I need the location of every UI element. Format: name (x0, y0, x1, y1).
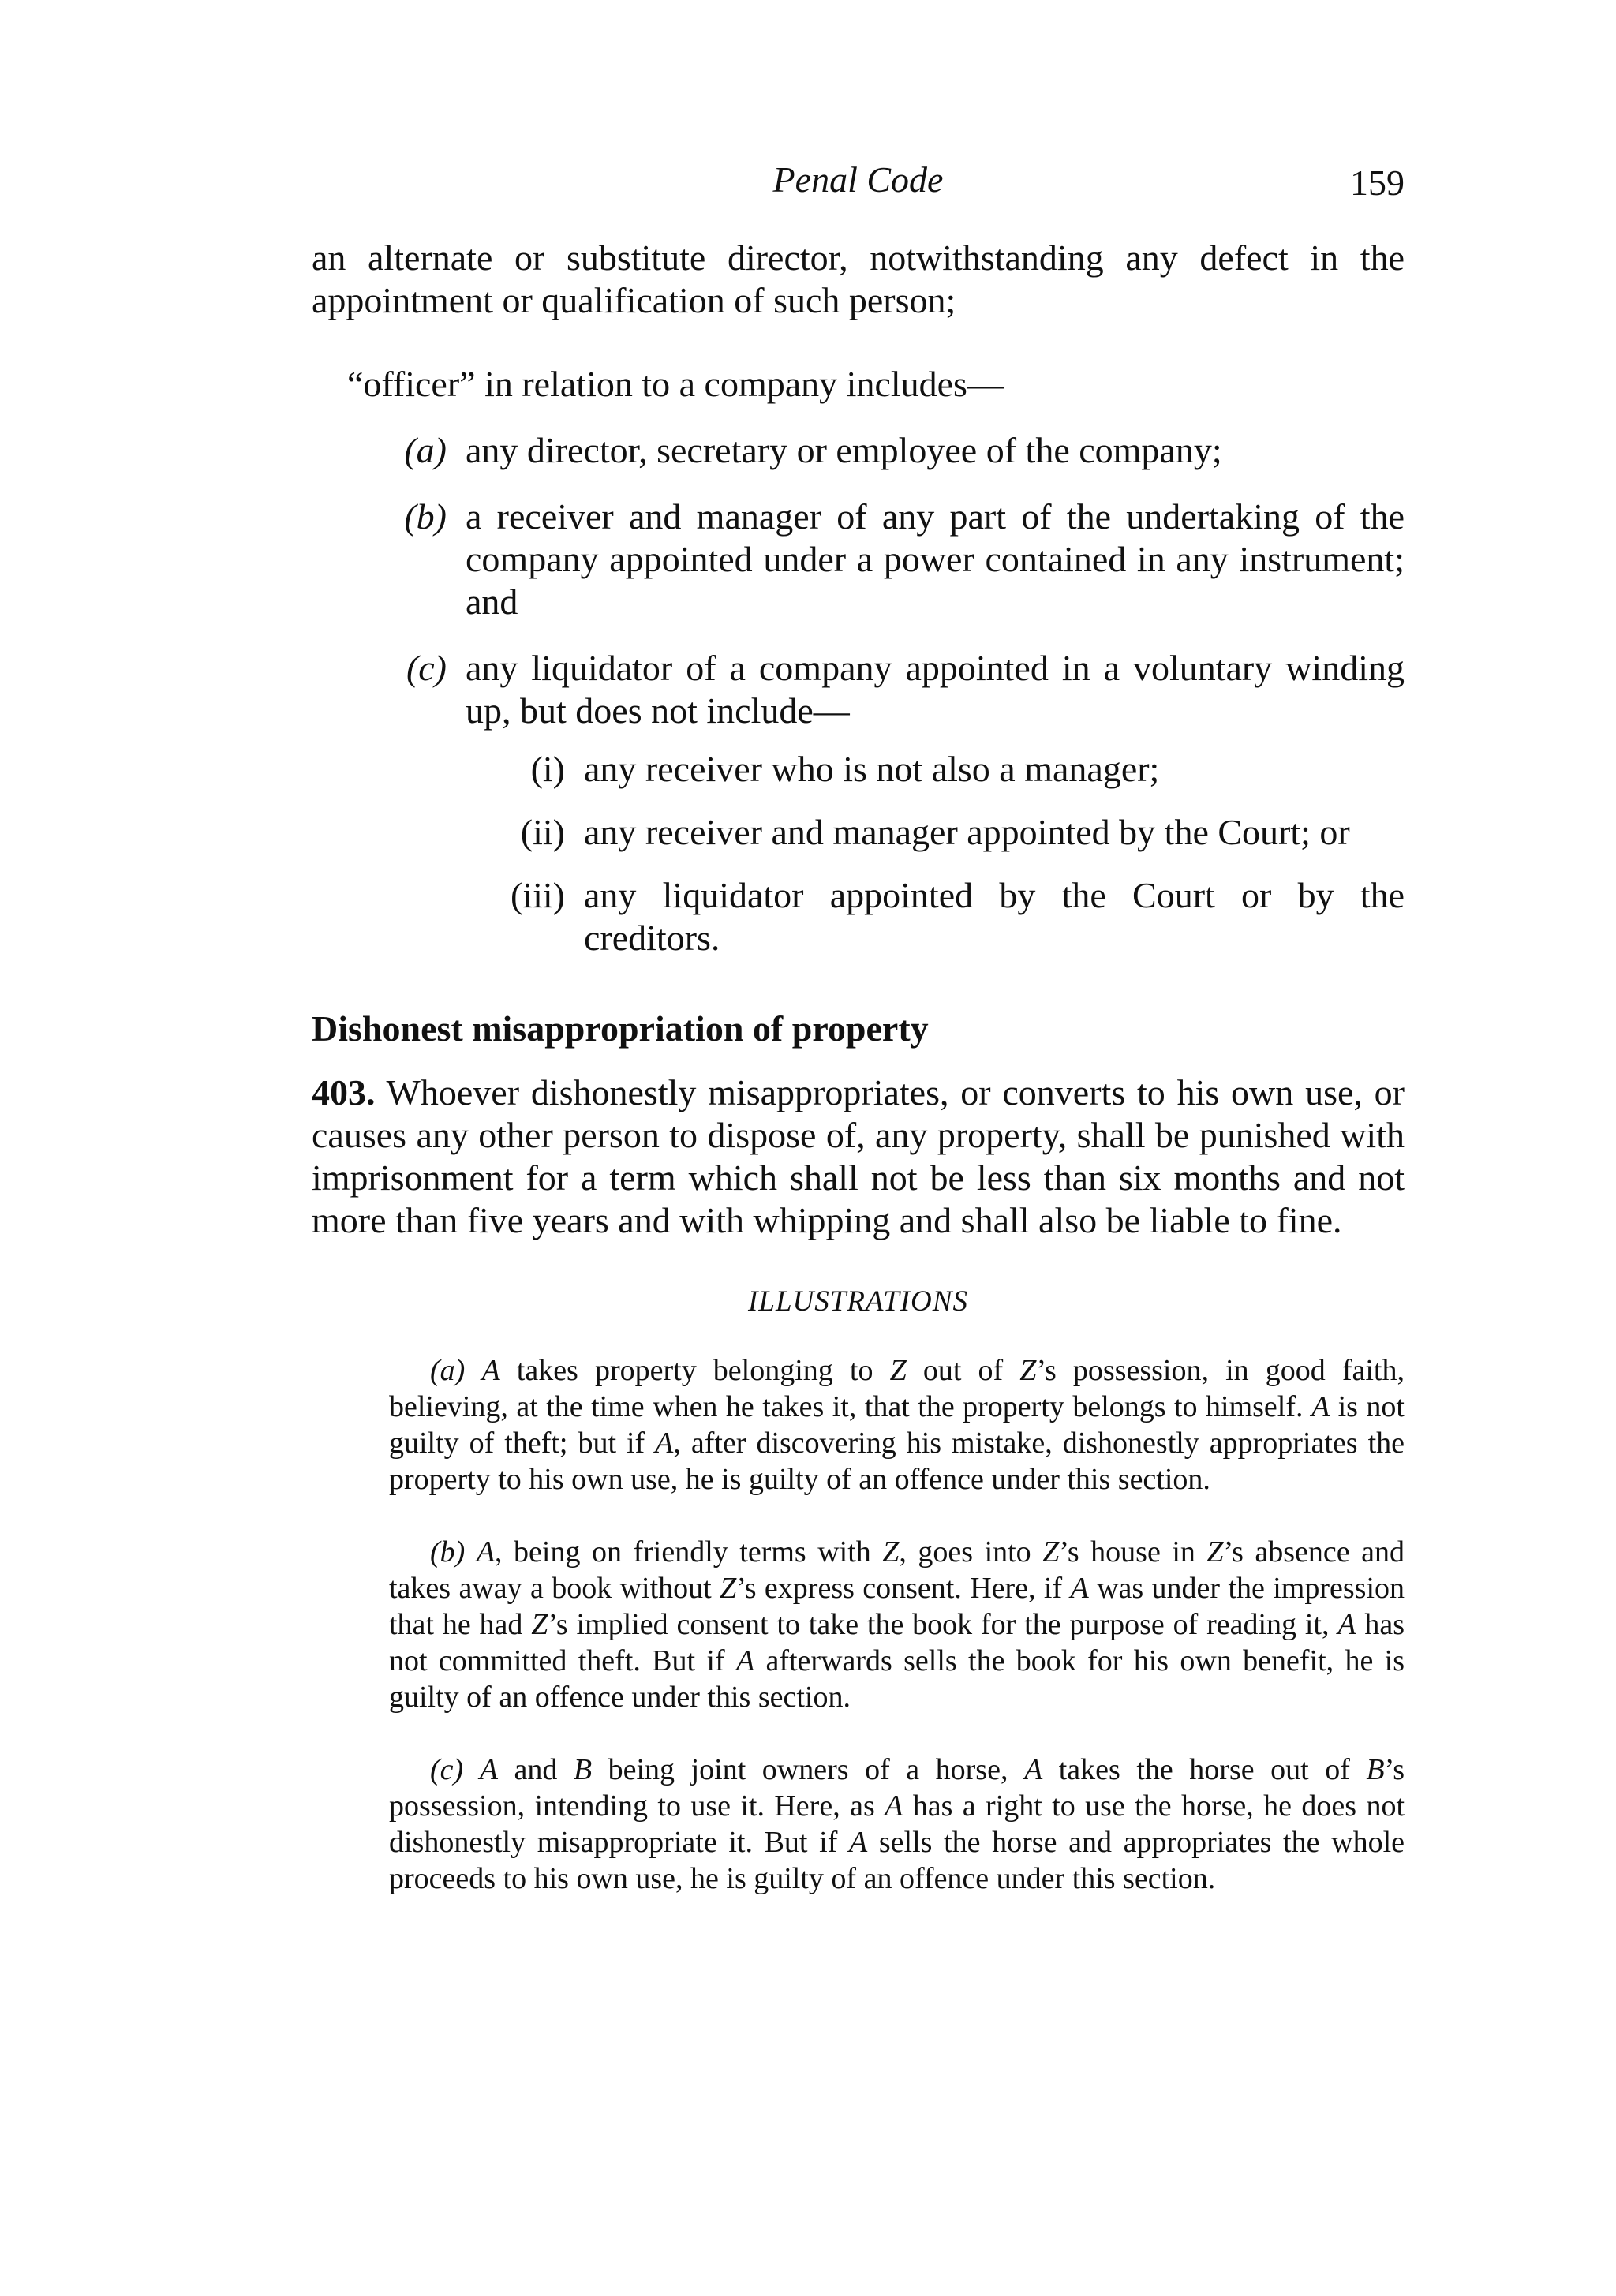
illustration-c: (c) A and B being joint owners of a horse, A takes the horse out of B’s possession, intending to use it. Here, as A has a right to use the horse, he does not dishonestly misappropriate it. But if A sells the horse and appropriates the whole proceeds to his own use, he is guilty of an offence under this section. (389, 1753, 1405, 1895)
illustrations-title: ILLUSTRATIONS (748, 1285, 968, 1318)
page-body (312, 237, 1405, 1933)
definition-subitem-i (312, 748, 1405, 791)
item-text: any director, secretary or employee of the company; (466, 430, 1222, 470)
item-label: (b) (404, 496, 447, 537)
item-label: (a) (404, 430, 447, 470)
definition-item-c (312, 647, 1405, 732)
running-title: Penal Code (772, 159, 944, 200)
item-text: a receiver and manager of any part of the undertaking of the company appointed under a power contained in any instrument; and (466, 496, 1405, 622)
section-heading: Dishonest misappropriation of property (312, 1008, 929, 1049)
section-number: 403. (312, 1072, 376, 1112)
definition-intro: “officer” in relation to a company includes— (347, 364, 1004, 404)
page-number: 159 (1350, 163, 1405, 203)
illustration-a: (a) A takes property belonging to Z out of Z’s possession, in good faith, believing, at the time when he takes it, that the property belongs to himself. A is not guilty of theft; but if A, after discovering his mistake, dishonestly appropriates the property to his own use, he is guilty of an offence under this section. (389, 1354, 1405, 1496)
subitem-label: (ii) (520, 812, 565, 852)
officer-definition (312, 363, 1405, 959)
item-label: (c) (406, 648, 447, 688)
page-header (312, 156, 1405, 204)
definition-subitem-iii (312, 874, 1405, 959)
subitem-label: (iii) (511, 875, 565, 915)
continuation-paragraph: an alternate or substitute director, notwithstanding any defect in the appointment or qualification of such person; (312, 237, 1405, 320)
definition-item-a (312, 429, 1405, 472)
subitem-label: (i) (530, 749, 565, 789)
subitem-text: any receiver who is not also a manager; (584, 749, 1160, 789)
definition-item-b (312, 495, 1405, 623)
illustration-b: (b) A, being on friendly terms with Z, goes into Z’s house in Z’s absence and takes away a book without Z’s express consent. Here, if A was under the impression that he had Z’s implied consent to take the book for the purpose of reading it, A has not committed theft. But if A afterwards sells the book for his own benefit, he is guilty of an offence under this section. (389, 1535, 1405, 1714)
subitem-text: any receiver and manager appointed by the Court; or (584, 812, 1350, 852)
section-body: Whoever dishonestly misappropriates, or converts to his own use, or causes any other person to dispose of, any property, shall be punished with imprisonment for a term which shall not be less than six months and not more than five years and with whipping and shall also be liable to fine. (312, 1072, 1405, 1240)
item-text: any liquidator of a company appointed in a voluntary winding up, but does not include— (466, 648, 1405, 731)
section-403-text (312, 1071, 1405, 1242)
subitem-text: any liquidator appointed by the Court or by the creditors. (584, 875, 1405, 958)
definition-subitem-ii (312, 811, 1405, 854)
